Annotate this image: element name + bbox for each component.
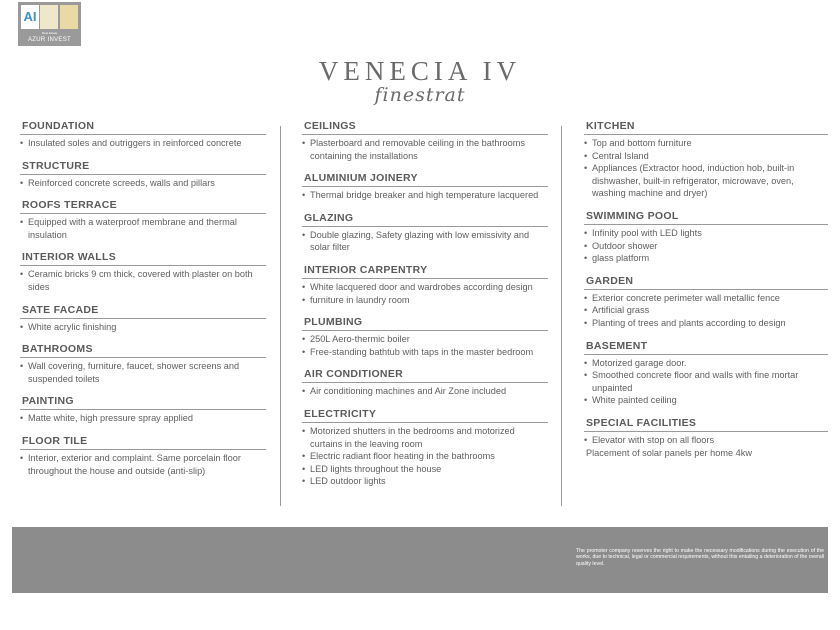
- spec-item: • Interior, exterior and complaint. Same porcelain floor throughout the house and outside (anti-slip): [20, 452, 266, 477]
- spec-item: • LED outdoor lights: [302, 475, 548, 488]
- section-heading: SWIMMING POOL: [584, 208, 828, 225]
- spec-section: [20, 158, 266, 190]
- spec-item: • Motorized garage door.: [584, 357, 828, 370]
- spec-section: [20, 433, 266, 477]
- spec-section: [20, 302, 266, 334]
- logo-brand: AZUR INVEST: [28, 37, 71, 43]
- section-heading: GLAZING: [302, 210, 548, 227]
- spec-item: • Wall covering, furniture, faucet, shower screens and suspended toilets: [20, 360, 266, 385]
- spec-section: [302, 314, 548, 358]
- spec-item: • Motorized shutters in the bedrooms and motorized curtains in the leaving room: [302, 425, 548, 450]
- spec-item: • Matte white, high pressure spray applied: [20, 412, 266, 425]
- spec-item: • Insulated soles and outriggers in reinforced concrete: [20, 137, 266, 150]
- spec-item: • Double glazing, Safety glazing with low emissivity and solar filter: [302, 229, 548, 254]
- spec-item: • furniture in laundry room: [302, 294, 548, 307]
- house-icon: [40, 5, 58, 29]
- spec-item: • White painted ceiling: [584, 394, 828, 407]
- spec-section: [584, 273, 828, 330]
- section-heading: PLUMBING: [302, 314, 548, 331]
- section-heading: ELECTRICITY: [302, 406, 548, 423]
- section-heading: BASEMENT: [584, 338, 828, 355]
- spec-section: [302, 406, 548, 488]
- spec-item: • Air conditioning machines and Air Zone included: [302, 385, 548, 398]
- spec-section: [302, 210, 548, 254]
- spec-section: [584, 118, 828, 200]
- spec-section: [302, 170, 548, 202]
- section-heading: BATHROOMS: [20, 341, 266, 358]
- column-1: [20, 118, 266, 485]
- section-heading: PAINTING: [20, 393, 266, 410]
- footer-band: [12, 527, 828, 593]
- section-heading: INTERIOR WALLS: [20, 249, 266, 266]
- spec-section: [302, 262, 548, 306]
- column-divider: [280, 126, 281, 506]
- section-heading: ALUMINIUM JOINERY: [302, 170, 548, 187]
- spec-item: • Exterior concrete perimeter wall metallic fence: [584, 292, 828, 305]
- section-heading: FOUNDATION: [20, 118, 266, 135]
- section-heading: ROOFS TERRACE: [20, 197, 266, 214]
- spec-section: [584, 208, 828, 265]
- footer-disclaimer: The promoter company reserves the right to make the necessary modifications during the execution of the works, due to technical, legal or commercial requirements, without this entailing a deterioration of the overall quality level.: [576, 548, 824, 567]
- logo-tagline: Real Estate: [41, 31, 58, 35]
- spec-item: • Planting of trees and plants according to design: [584, 317, 828, 330]
- spec-item: • Ceramic bricks 9 cm thick, covered with plaster on both sides: [20, 268, 266, 293]
- spec-section: [584, 338, 828, 407]
- spec-item: • Plasterboard and removable ceiling in the bathrooms containing the installations: [302, 137, 548, 162]
- spec-item: • Artificial grass: [584, 304, 828, 317]
- column-3: [584, 118, 828, 467]
- spec-item: • Top and bottom furniture: [584, 137, 828, 150]
- spec-section: [20, 249, 266, 293]
- section-heading: SATE FACADE: [20, 302, 266, 319]
- section-heading: SPECIAL FACILITIES: [584, 415, 828, 432]
- column-divider: [561, 126, 562, 506]
- spec-item: • Outdoor shower: [584, 240, 828, 253]
- section-heading: AIR CONDITIONER: [302, 366, 548, 383]
- section-heading: KITCHEN: [584, 118, 828, 135]
- spec-item: • 250L Aero-thermic boiler: [302, 333, 548, 346]
- spec-section: [20, 197, 266, 241]
- spec-item: • LED lights throughout the house: [302, 463, 548, 476]
- spec-item: • Elevator with stop on all floors: [584, 434, 828, 447]
- logo-mark: AI: [21, 5, 39, 29]
- spec-item: • White lacquered door and wardrobes according design: [302, 281, 548, 294]
- section-heading: INTERIOR CARPENTRY: [302, 262, 548, 279]
- spec-section: [302, 366, 548, 398]
- spec-section: [302, 118, 548, 162]
- spec-section: [20, 118, 266, 150]
- spec-item: • Thermal bridge breaker and high temperature lacquered: [302, 189, 548, 202]
- spec-item: • Reinforced concrete screeds, walls and pillars: [20, 177, 266, 190]
- spec-item: • glass platform: [584, 252, 828, 265]
- spec-item: Placement of solar panels per home 4kw: [586, 447, 752, 458]
- spec-item: • White acrylic finishing: [20, 321, 266, 334]
- section-heading: GARDEN: [584, 273, 828, 290]
- spec-item: • Equipped with a waterproof membrane and thermal insulation: [20, 216, 266, 241]
- spec-item: • Infinity pool with LED lights: [584, 227, 828, 240]
- section-heading: FLOOR TILE: [20, 433, 266, 450]
- spec-item: • Central Island: [584, 150, 828, 163]
- spec-item: • Smoothed concrete floor and walls with fine mortar unpainted: [584, 369, 828, 394]
- section-heading: STRUCTURE: [20, 158, 266, 175]
- page-title: VENECIA IV: [318, 56, 522, 86]
- palm-icon: [60, 5, 78, 29]
- column-2: [302, 118, 548, 496]
- spec-item: • Electric radiant floor heating in the bathrooms: [302, 450, 548, 463]
- brand-logo: [18, 2, 81, 46]
- spec-item: • Appliances (Extractor hood, induction hob, built-in dishwasher, built-in refrigerator, microwave, oven, washing machine and dryer): [584, 162, 828, 200]
- spec-section: [20, 393, 266, 425]
- section-heading: CEILINGS: [302, 118, 548, 135]
- page-subtitle: finestrat: [374, 84, 466, 106]
- spec-section: [20, 341, 266, 385]
- spec-section: [584, 415, 828, 459]
- spec-item: • Free-standing bathtub with taps in the master bedroom: [302, 346, 548, 359]
